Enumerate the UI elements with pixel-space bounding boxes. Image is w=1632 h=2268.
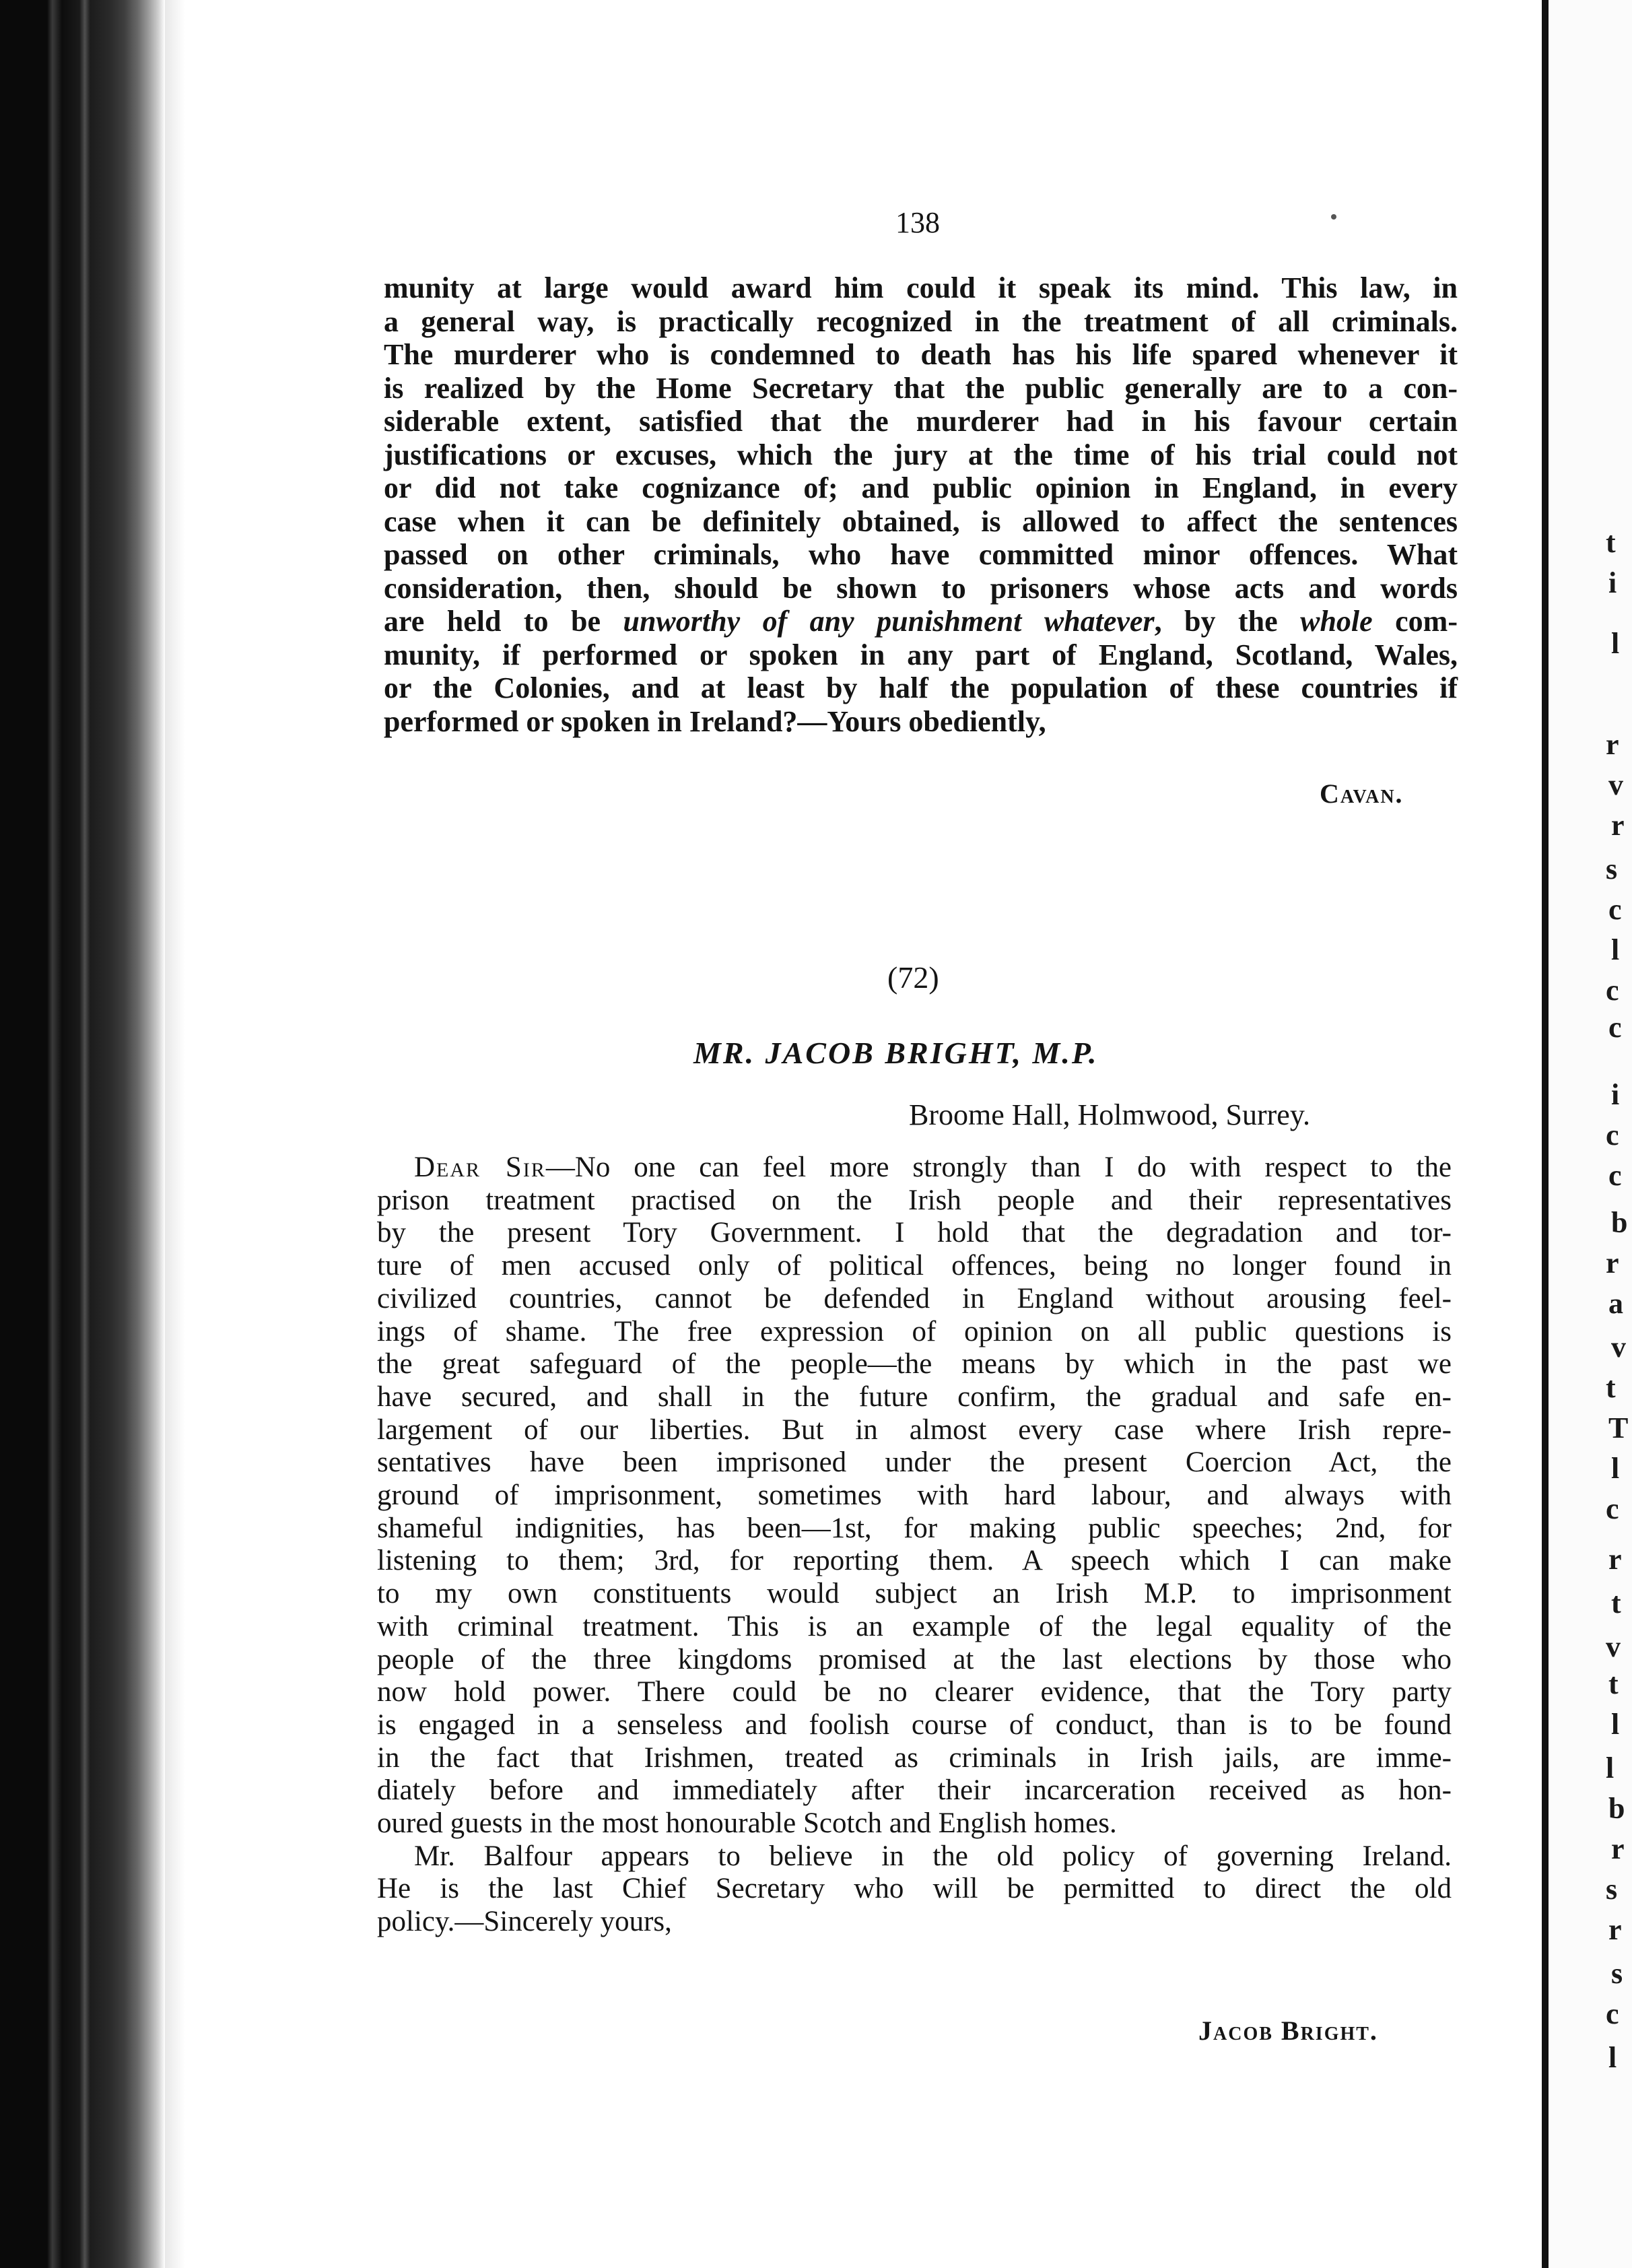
text-line: the great safeguard of the people—the means by which in the past we — [377, 1348, 1452, 1380]
facing-page-letter: s — [1611, 1957, 1623, 1990]
text-line — [384, 605, 1458, 638]
text-line: munity, if performed or spoken in any part of England, Scotland, Wales, — [384, 638, 1458, 671]
text-line: case when it can be definitely obtained, is allowed to affect the sentences — [384, 504, 1458, 538]
text-line: now hold power. There could be no clearer evidence, that the Tory party — [377, 1676, 1452, 1708]
facing-page-letter: v — [1611, 1331, 1626, 1364]
facing-page-letter: b — [1611, 1206, 1628, 1239]
text-line: have secured, and shall in the future confirm, the gradual and safe en- — [377, 1380, 1452, 1413]
facing-page-letter: c — [1606, 974, 1619, 1007]
text-line: shameful indignities, has been—1st, for making public speeches; 2nd, for — [377, 1512, 1452, 1544]
facing-page-letter: l — [1611, 1708, 1620, 1741]
facing-page-letter: i — [1611, 1078, 1620, 1111]
text-line: is realized by the Home Secretary that the public generally are to a con- — [384, 371, 1458, 405]
text-line: Mr. Balfour appears to believe in the old policy of governing Ireland. — [414, 1840, 1452, 1872]
facing-page-letter: t — [1611, 1587, 1621, 1620]
facing-page-letter: r — [1608, 1913, 1622, 1946]
text-fragment: com- — [1372, 605, 1458, 638]
text-line: with criminal treatment. This is an example of the legal equality of the — [377, 1610, 1452, 1642]
facing-page-letter: l — [1608, 2041, 1617, 2074]
text-line — [377, 1152, 1452, 1185]
facing-page-letter: t — [1606, 526, 1616, 559]
facing-page-letter: b — [1608, 1792, 1625, 1825]
text-fragment: unworthy of any punishment whatever — [623, 605, 1155, 638]
text-line: people of the three kingdoms promised at the last elections by those who — [377, 1643, 1452, 1675]
facing-page-letter: r — [1608, 1543, 1622, 1576]
facing-page-letter: s — [1606, 1873, 1618, 1906]
text-line: passed on other criminals, who have committed minor offences. What — [384, 538, 1458, 571]
text-line: or did not take cognizance of; and public opinion in England, in every — [384, 471, 1458, 504]
salutation: Dear Sir — [414, 1152, 546, 1183]
text-line: ground of imprisonment, sometimes with hard labour, and always with — [377, 1479, 1452, 1512]
text-line: He is the last Chief Secretary who will be permitted to direct the old — [377, 1873, 1452, 1905]
text-line: The murderer who is condemned to death has his life spared whenever it — [384, 338, 1458, 371]
text-line: oured guests in the most honourable Scotch and English homes. — [377, 1807, 1117, 1840]
letter-title: MR. JACOB BRIGHT, M.P. — [693, 1036, 1099, 1070]
book-spine — [0, 0, 165, 2268]
facing-page-letter: l — [1611, 933, 1620, 966]
page-gutter-shadow — [165, 0, 185, 2268]
facing-page-letter: i — [1608, 566, 1617, 599]
text-line: prison treatment practised on the Irish people and their representatives — [377, 1184, 1452, 1216]
facing-page-letter: r — [1611, 809, 1625, 842]
text-line: civilized countries, cannot be defended in England without arousing feel- — [377, 1282, 1452, 1314]
letter-signature: Jacob Bright. — [1198, 2015, 1378, 2046]
text-line: ture of men accused only of political offences, being no longer found in — [377, 1250, 1452, 1282]
facing-page-letter: v — [1608, 768, 1623, 801]
text-line: to my own constituents would subject an Irish M.P. to imprisonment — [377, 1578, 1452, 1610]
page-number: 138 — [895, 206, 940, 239]
letter-number: (72) — [887, 960, 939, 995]
facing-page-letter: c — [1608, 1159, 1622, 1192]
text-line: sentatives have been imprisoned under the present Coercion Act, the — [377, 1446, 1452, 1479]
facing-page-letter: l — [1611, 1452, 1620, 1485]
facing-page-letter: c — [1608, 893, 1622, 926]
facing-page-letter: v — [1606, 1630, 1621, 1663]
facing-page-letter: T — [1608, 1411, 1629, 1444]
facing-page-letter: l — [1606, 1752, 1614, 1785]
text-line: by the present Tory Government. I hold that the degradation and tor- — [377, 1217, 1452, 1249]
letter-body — [377, 1152, 1452, 1939]
text-line: ings of shame. The free expression of opinion on all public questions is — [377, 1315, 1452, 1347]
facing-page-letter: r — [1606, 1246, 1619, 1279]
text-line: munity at large would award him could it speak its mind. This law, in — [384, 271, 1458, 304]
facing-page-letter: t — [1608, 1667, 1619, 1700]
facing-page-letter: c — [1606, 1997, 1619, 2030]
facing-page-letter: c — [1606, 1492, 1619, 1525]
text-line: a general way, is practically recognized in the treatment of all criminals. — [384, 304, 1458, 338]
text-line: policy.—Sincerely yours, — [377, 1906, 672, 1938]
page-edge-rule — [1542, 0, 1549, 2268]
text-fragment: are held to be — [384, 605, 623, 638]
text-fragment: , by the — [1154, 605, 1301, 638]
letter-address: Broome Hall, Holmwood, Surrey. — [909, 1098, 1310, 1131]
text-line: siderable extent, satisfied that the murderer had in his favour certain — [384, 405, 1458, 438]
facing-page-letter: c — [1608, 1011, 1622, 1044]
text-line: largement of our liberties. But in almost every case where Irish repre- — [377, 1413, 1452, 1446]
facing-page-letter: l — [1611, 627, 1620, 660]
text-fragment: —No one can feel more strongly than I do with respect to the — [545, 1152, 1452, 1183]
facing-page-letter: c — [1606, 1119, 1619, 1152]
facing-page-letter: r — [1606, 728, 1619, 761]
facing-page-letter: a — [1608, 1287, 1623, 1320]
text-line: justifications or excuses, which the jury at the time of his trial could not — [384, 438, 1458, 471]
text-line: in the fact that Irishmen, treated as criminals in Irish jails, are imme- — [377, 1741, 1452, 1774]
text-line: performed or spoken in Ireland?—Yours obediently, — [384, 704, 1046, 738]
text-fragment: whole — [1300, 605, 1373, 638]
ink-speck — [1331, 214, 1336, 220]
facing-page-letter: t — [1606, 1371, 1616, 1404]
text-line: or the Colonies, and at least by half the population of these countries if — [384, 671, 1458, 704]
facing-page-letter: r — [1611, 1832, 1625, 1865]
text-line: diately before and immediately after their incarceration received as hon- — [377, 1774, 1452, 1807]
previous-letter-body — [384, 271, 1458, 738]
text-line: is engaged in a senseless and foolish course of conduct, than is to be found — [377, 1708, 1452, 1741]
previous-letter-signature: Cavan. — [1320, 778, 1404, 809]
text-line: listening to them; 3rd, for reporting them. A speech which I can make — [377, 1545, 1452, 1577]
text-line: consideration, then, should be shown to prisoners whose acts and words — [384, 571, 1458, 605]
facing-page-letter: s — [1606, 853, 1618, 886]
